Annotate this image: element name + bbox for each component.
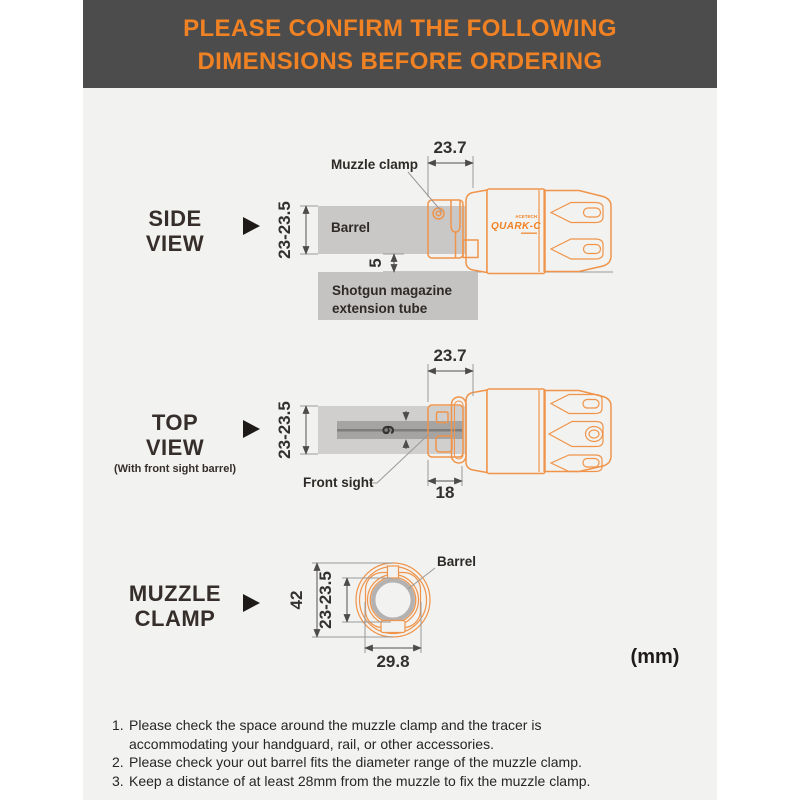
side-view-title: SIDE VIEW [145, 206, 205, 256]
top-front-sight-label: Front sight [303, 475, 374, 490]
top-view-diagram [275, 346, 611, 502]
side-tube-label-line1: Shotgun magazine [332, 283, 453, 298]
side-view-diagram [275, 138, 613, 320]
clamp-barrel-ring [373, 580, 413, 620]
side-dim-clearance [366, 254, 404, 272]
units-note: (mm) [630, 646, 680, 668]
svg-text:23.7: 23.7 [433, 346, 467, 365]
svg-text:18: 18 [435, 483, 455, 502]
tracer-front-cap [466, 190, 487, 273]
side-tracer-unit [466, 189, 611, 274]
side-tube-label-line2: extension tube [332, 301, 428, 316]
top-dim-clamp-body [428, 460, 462, 502]
clamp-dim-barrel [316, 571, 391, 629]
svg-text:9: 9 [379, 425, 398, 435]
tracer-model-text: QUARK-C [490, 221, 542, 232]
header-line1: PLEASE CONFIRM THE FOLLOWING [183, 15, 617, 42]
svg-text:23-23.5: 23-23.5 [275, 201, 294, 259]
top-dim-clamp-width [428, 346, 473, 402]
svg-text:29.8: 29.8 [376, 652, 410, 671]
svg-text:23-23.5: 23-23.5 [316, 571, 335, 629]
side-barrel-label: Barrel [331, 220, 371, 235]
note-3: 3. Keep a distance of at least 28mm from the muzzle to fix the muzzle clamp. [112, 772, 591, 789]
muzzle-clamp-diagram [287, 554, 476, 671]
note-1: 1. Please check the space around the muzzle clamp and the tracer is accommodating your handguard, rail, or other accessories. [112, 717, 542, 752]
clamp-dim-outer [287, 563, 393, 637]
side-dim-barrel [275, 201, 318, 259]
tracer-brand-text: ACETECH [515, 214, 537, 219]
top-view-title: TOP VIEW (With front sight barrel) [85, 410, 265, 476]
side-dim-clamp-width [428, 138, 473, 197]
top-tracer-unit [466, 389, 611, 474]
top-dim-barrel [275, 401, 318, 459]
svg-text:23-23.5: 23-23.5 [275, 401, 294, 459]
footer-notes [112, 716, 692, 790]
svg-text:5: 5 [366, 258, 385, 268]
muzzle-clamp-title: MUZZLE CLAMP [128, 581, 222, 631]
clamp-top-gap [388, 566, 399, 578]
clamp-barrel-label: Barrel [437, 554, 477, 569]
svg-text:42: 42 [287, 590, 306, 610]
svg-text:23.7: 23.7 [433, 138, 467, 157]
top-view-subtitle: (With front sight barrel) [113, 463, 237, 475]
header-line2: DIMENSIONS BEFORE ORDERING [197, 48, 603, 75]
side-muzzle-clamp-label: Muzzle clamp [331, 157, 419, 172]
note-2: 2. Please check your out barrel fits the diameter range of the muzzle clamp. [112, 754, 582, 770]
